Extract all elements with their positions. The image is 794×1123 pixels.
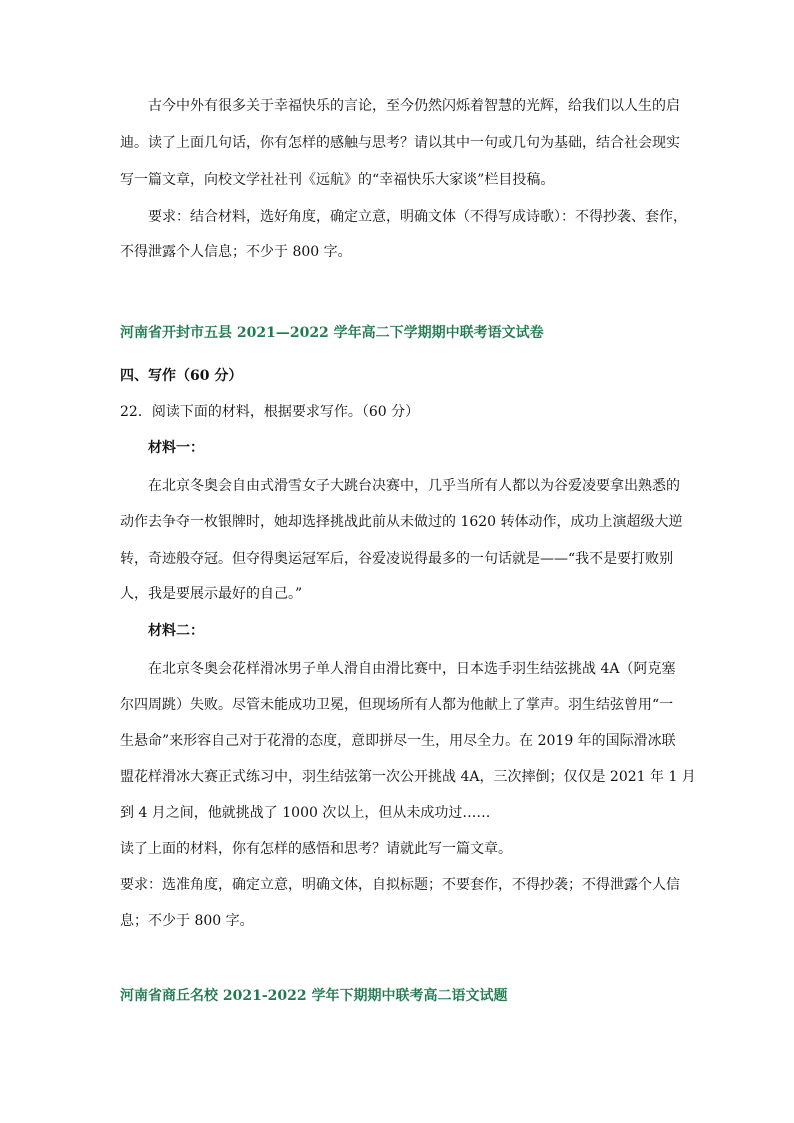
material2-line-1: 在北京冬奥会花样滑冰男子单人滑自由滑比赛中，日本选手羽生结弦挑战 4A（阿克塞 — [148, 661, 676, 677]
section-heading: 四、写作（60 分） — [120, 368, 243, 384]
material2-line-4: 盟花样滑冰大赛正式练习中，羽生结弦第一次公开挑战 4A，三次摔倒；仅仅是 2021 年 1 月 — [120, 769, 696, 785]
source1-title: 河南省开封市五县 2021—2022 学年高二下学期期中联考语文试卷 — [120, 325, 544, 341]
material1-line-4: 人，我是要展示最好的自己。” — [120, 586, 303, 602]
prompt-text: 读了上面的材料，你有怎样的感悟和思考？请就此写一篇文章。 — [120, 841, 512, 857]
intro-line-1: 古今中外有很多关于幸福快乐的言论，至今仍然闪烁着智慧的光辉，给我们以人生的启 — [148, 98, 680, 114]
requirement-line-2: 息；不少于 800 字。 — [120, 913, 254, 929]
material2-label: 材料二： — [148, 623, 204, 639]
material1-line-2: 动作去争夺一枚银牌时，她却选择挑战此前从未做过的 1620 转体动作，成功上演超级大逆 — [120, 514, 683, 530]
source2-title: 河南省商丘名校 2021-2022 学年下期期中联考高二语文试题 — [120, 988, 508, 1004]
intro-line-3: 写一篇文章，向校文学社社刊《远航》的“幸福快乐大家谈”栏目投稿。 — [120, 172, 555, 188]
material2-line-3: 生悬命”来形容自己对于花滑的态度，意即拼尽一生，用尽全力。在 2019 年的国际滑冰联 — [120, 733, 676, 749]
intro-line-2: 迪。读了上面几句话，你有怎样的感触与思考？请以其中一句或几句为基础，结合社会现实 — [120, 135, 680, 151]
material1-line-3: 转，奇迹般夺冠。但夺得奥运冠军后，谷爱凌说得最多的一句话就是——“我不是要打败别 — [120, 551, 674, 567]
material2-line-5: 到 4 月之间，他就挑战了 1000 次以上，但从未成功过…… — [120, 805, 491, 821]
intro-requirement-line-2: 不得泄露个人信息；不少于 800 字。 — [120, 244, 352, 260]
material1-label: 材料一： — [148, 440, 204, 456]
question-22: 22．阅读下面的材料，根据要求写作。（60 分） — [120, 404, 420, 420]
intro-requirement-line-1: 要求：结合材料，选好角度，确定立意，明确文体（不得写成诗歌）：不得抄袭、套作， — [148, 209, 687, 225]
requirement-line-1: 要求：选准角度，确定立意，明确文体，自拟标题；不要套作，不得抄袭；不得泄露个人信 — [120, 877, 680, 893]
material1-line-1: 在北京冬奥会自由式滑雪女子大跳台决赛中，几乎当所有人都以为谷爱凌要拿出熟悉的 — [148, 478, 680, 494]
material2-line-2: 尔四周跳）失败。尽管未能成功卫冕，但现场所有人都为他献上了掌声。羽生结弦曾用“一 — [120, 697, 674, 713]
